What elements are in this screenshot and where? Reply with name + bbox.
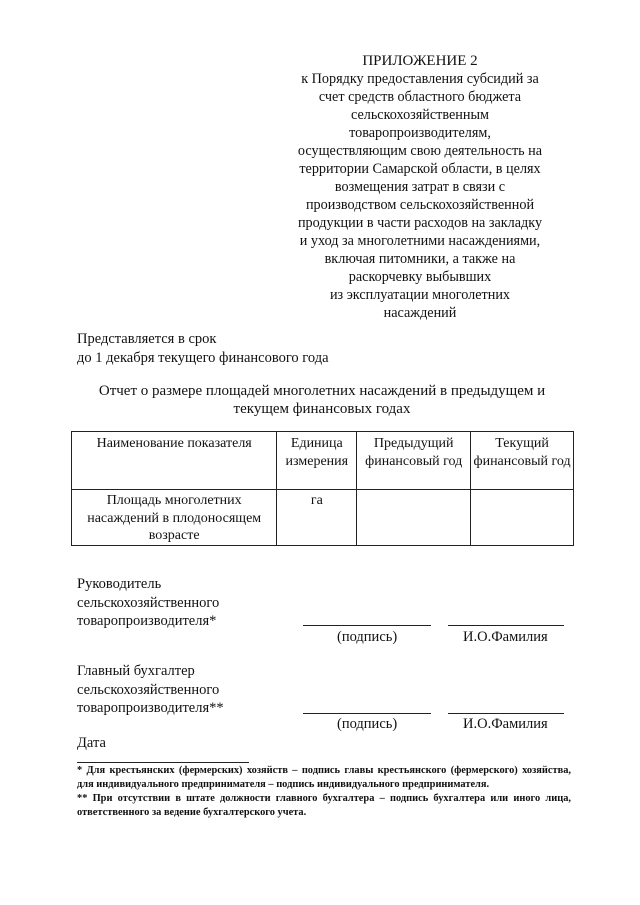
appendix-line: возмещения затрат в связи с [334, 179, 506, 195]
header-indicator-name: Наименование показателя [72, 432, 277, 490]
appendix-line: и уход за многолетними насаждениями, [299, 233, 541, 249]
appendix-line: включая питомники, а также на [324, 251, 516, 267]
head-name-line[interactable] [448, 625, 564, 626]
report-title-line: текущем финансовых годах [233, 401, 411, 417]
report-title [70, 382, 574, 418]
appendix-line: осуществляющим свою деятельность на [297, 143, 543, 159]
deadline-line: Представляется в срок [77, 331, 217, 347]
cell-indicator-name: Площадь многолетних насаждений в плодоносящем возрасте [72, 490, 277, 546]
appendix-line: из эксплуатации многолетних [329, 287, 511, 303]
signature-title-line: сельскохозяйственного [77, 594, 220, 611]
date-label: Дата [77, 735, 106, 751]
report-table [71, 431, 574, 546]
appendix-line: раскорчевку выбывших [348, 269, 492, 285]
appendix-line: производством сельскохозяйственной [305, 197, 535, 213]
head-signature-line[interactable] [303, 625, 431, 626]
appendix-line: к Порядку предоставления субсидий за [301, 71, 539, 87]
signature-title-line: сельскохозяйственного [77, 681, 220, 698]
signature-title-line: товаропроизводителя** [77, 700, 224, 716]
appendix-line: сельскохозяйственным [350, 107, 489, 123]
deadline-line: до 1 декабря текущего финансового года [77, 349, 329, 366]
footnote-accountant: ** При отсутствии в штате должности главного бухгалтера – подпись бухгалтера или иного лица, ответственного за ведение бухгалтерского учета. [77, 793, 571, 818]
accountant-signature-line[interactable] [303, 713, 431, 714]
footnote-separator [77, 762, 249, 763]
footnote-head: * Для крестьянских (фермерских) хозяйств – подпись главы крестьянского (фермерского) хозяйства, для индивидуального предпринимателя – подпись индивидуального предпринимателя. [77, 765, 571, 790]
accountant-name-line[interactable] [448, 713, 564, 714]
appendix-line: продукции в части расходов на закладку [297, 215, 543, 231]
signature-caption: (подпись) [337, 629, 398, 645]
appendix-header [270, 52, 570, 322]
signature-title-line: товаропроизводителя* [77, 613, 217, 629]
table-header-row [72, 432, 574, 490]
table-row [72, 490, 574, 546]
cell-previous-year[interactable] [357, 490, 471, 546]
cell-current-year[interactable] [471, 490, 574, 546]
submission-deadline [77, 330, 329, 367]
name-caption: И.О.Фамилия [463, 716, 548, 732]
accountant-signature-title [77, 662, 224, 718]
footnotes [77, 764, 571, 820]
header-unit: Единица измерения [277, 432, 357, 490]
header-current-year: Текущий финансовый год [471, 432, 574, 490]
appendix-line: счет средств областного бюджета [318, 89, 522, 105]
appendix-line: территории Самарской области, в целях [299, 161, 541, 177]
name-caption: И.О.Фамилия [463, 629, 548, 645]
appendix-line: товаропроизводителям, [349, 125, 491, 141]
signature-title-line: Главный бухгалтер [77, 663, 195, 679]
appendix-line: насаждений [383, 305, 457, 321]
signature-title-line: Руководитель [77, 576, 162, 592]
signature-caption: (подпись) [337, 716, 398, 732]
cell-unit: га [277, 490, 357, 546]
report-title-line: Отчет о размере площадей многолетних насаждений в предыдущем и [98, 383, 546, 399]
appendix-heading: ПРИЛОЖЕНИЕ 2 [362, 53, 478, 69]
head-signature-title [77, 575, 219, 631]
header-previous-year: Предыдущий финансовый год [357, 432, 471, 490]
